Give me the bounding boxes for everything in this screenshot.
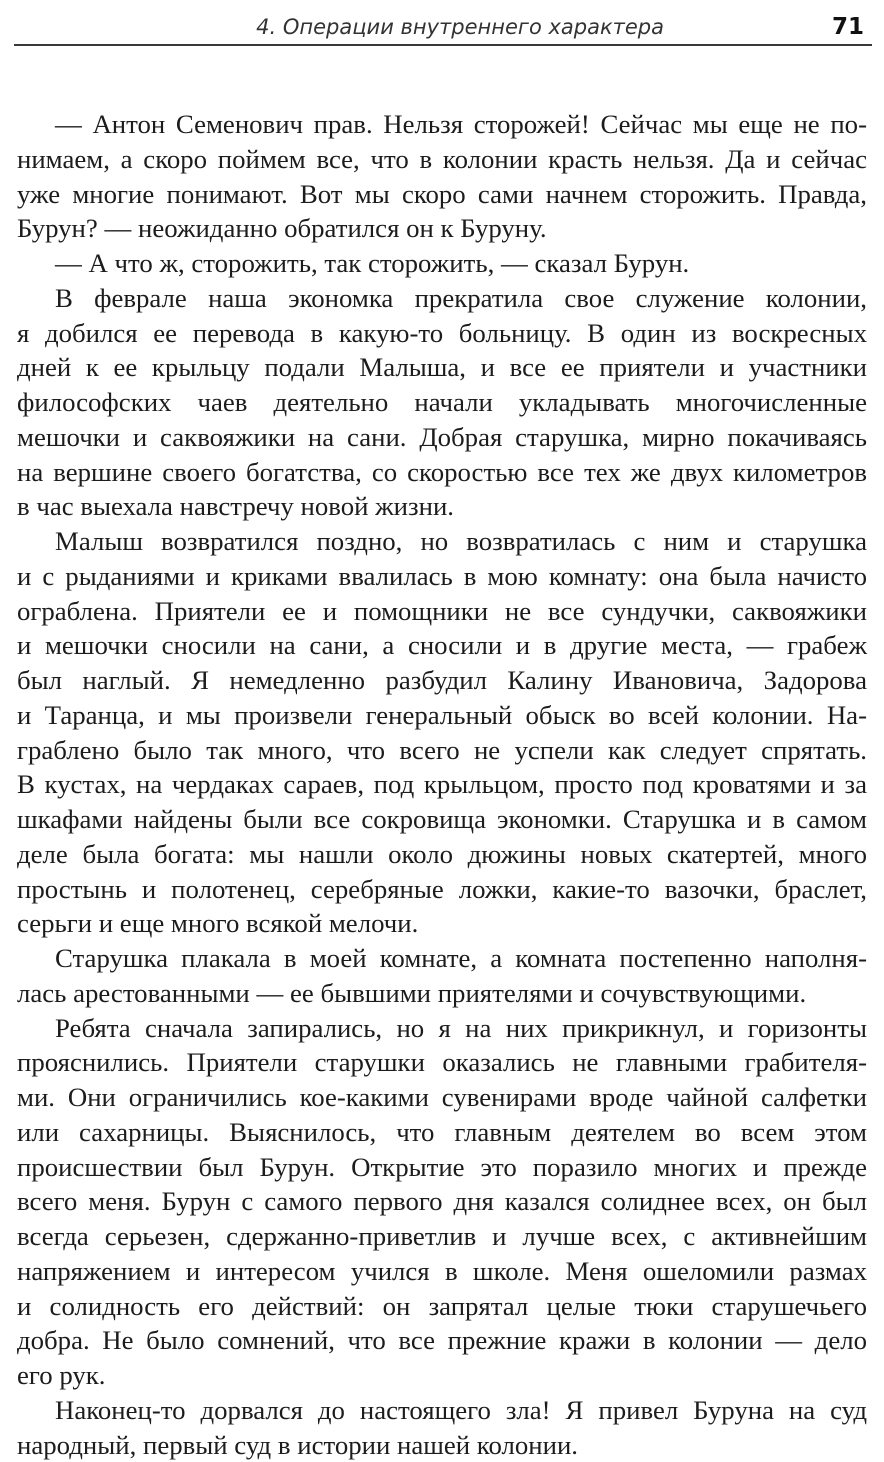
text-line: напряжением и интересом учился в школе. Меня ошеломили размах — [17, 1254, 867, 1289]
text-line: нимаем, а скоро поймем все, что в колонии красть нельзя. Да и сейчас — [17, 142, 867, 177]
header-rule — [14, 44, 872, 46]
text-line: мешочки и саквояжики на сани. Добрая старушка, мирно покачиваясь — [17, 420, 867, 455]
page-number: 71 — [832, 10, 864, 44]
text-line: ми. Они ограничились кое-какими сувенирами вроде чайной салфетки — [17, 1080, 867, 1115]
text-line: — А что ж, сторожить, так сторожить, — сказал Бурун. — [17, 246, 867, 281]
text-line: дней к ее крыльцу подали Малыша, и все ее приятели и участники — [17, 350, 867, 385]
text-line: деле была богата: мы нашли около дюжины новых скатертей, много — [17, 837, 867, 872]
text-line: его рук. — [17, 1358, 867, 1393]
text-line: и с рыданиями и криками ввалилась в мою комнату: она была начисто — [17, 559, 867, 594]
text-line: философских чаев деятельно начали укладывать многочисленные — [17, 385, 867, 420]
text-line: простынь и полотенец, серебряные ложки, какие-то вазочки, браслет, — [17, 872, 867, 907]
text-line: серьги и еще много всякой мелочи. — [17, 906, 867, 941]
text-line: Старушка плакала в моей комнате, а комната постепенно наполня- — [17, 941, 867, 976]
text-line: В кустах, на чердаках сараев, под крыльцом, просто под кроватями и за — [17, 767, 867, 802]
text-line: или сахарницы. Выяснилось, что главным деятелем во всем этом — [17, 1115, 867, 1150]
text-line: я добился ее перевода в какую-то больницу. В один из воскресных — [17, 316, 867, 351]
text-line: всегда серьезен, сдержанно-приветлив и лучше всех, с активнейшим — [17, 1219, 867, 1254]
text-line: прояснились. Приятели старушки оказались не главными грабителя- — [17, 1045, 867, 1080]
running-header — [14, 10, 872, 44]
text-line: уже многие понимают. Вот мы скоро сами начнем сторожить. Правда, — [17, 177, 867, 212]
text-line: и солидность его действий: он запрятал целые тюки старушечьего — [17, 1289, 867, 1324]
text-line: Ребята сначала запирались, но я на них прикрикнул, и горизонты — [17, 1011, 867, 1046]
text-line: на вершине своего богатства, со скоростью все тех же двух километров — [17, 455, 867, 490]
text-line: Малыш возвратился поздно, но возвратилась с ним и старушка — [17, 524, 867, 559]
body-text — [17, 107, 867, 1462]
text-line: и мешочки сносили на сани, а сносили и в другие места, — грабеж — [17, 628, 867, 663]
text-line: ограблена. Приятели ее и помощники не все сундучки, саквояжики — [17, 594, 867, 629]
text-line: всего меня. Бурун с самого первого дня казался солиднее всех, он был — [17, 1184, 867, 1219]
chapter-title: 4. Операции внутреннего характера — [14, 10, 664, 44]
text-line: добра. Не было сомнений, что все прежние кражи в колонии — дело — [17, 1323, 867, 1358]
text-line: шкафами найдены были все сокровища экономки. Старушка и в самом — [17, 802, 867, 837]
text-line: Наконец-то дорвался до настоящего зла! Я привел Буруна на суд — [17, 1393, 867, 1428]
text-line: в час выехала навстречу новой жизни. — [17, 489, 867, 524]
text-line: граблено было так много, что всего не успели как следует спрятать. — [17, 733, 867, 768]
text-line: — Антон Семенович прав. Нельзя сторожей! Сейчас мы еще не по- — [17, 107, 867, 142]
text-line: В феврале наша экономка прекратила свое служение колонии, — [17, 281, 867, 316]
text-line: был наглый. Я немедленно разбудил Калину Ивановича, Задорова — [17, 663, 867, 698]
text-line: и Таранца, и мы произвели генеральный обыск во всей колонии. На- — [17, 698, 867, 733]
text-line: Бурун? — неожиданно обратился он к Буруну. — [17, 211, 867, 246]
text-line: народный, первый суд в истории нашей колонии. — [17, 1428, 867, 1462]
text-line: происшествии был Бурун. Открытие это поразило многих и прежде — [17, 1150, 867, 1185]
text-line: лась арестованными — ее бывшими приятелями и сочувствующими. — [17, 976, 867, 1011]
